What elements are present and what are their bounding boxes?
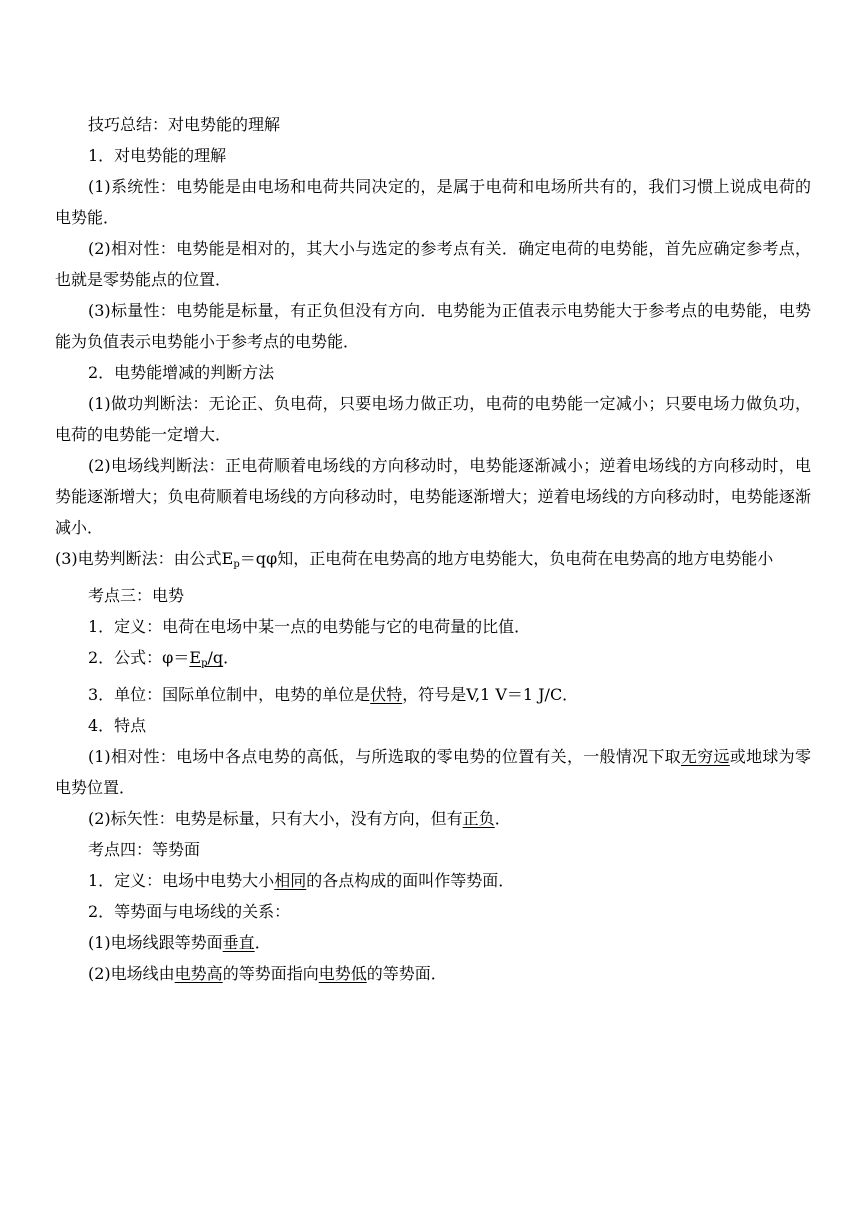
kp4-relation-perpendicular: (1)电场线跟等势面垂直． [88,933,271,952]
paragraph-work-method: (1)做功判断法：无论正、负电荷，只要电场力做正功，电荷的电势能一定减小；只要电场力做负功，电荷的电势能一定增大． [55,394,811,444]
subheading-2: 2．电势能增减的判断方法 [88,363,275,382]
paragraph-systemic: (1)系统性：电势能是由电场和电荷共同决定的，是属于电荷和电场所共有的，我们习惯上说成电荷的电势能． [55,177,811,227]
paragraph-field-line-method: (2)电场线判断法：正电荷顺着电场线的方向移动时，电势能逐渐减小；逆着电场线的方向移动时，电势能逐渐增大；负电荷顺着电场线的方向移动时，电势能逐渐增大；逆着电场线的方向移动时，电势能逐渐减小． [55,456,811,537]
kp3-heading: 考点三：电势 [88,586,185,605]
kp3-feature-relative: (1)相对性：电场中各点电势的高低，与所选取的零电势的位置有关，一般情况下取无穷远或地球为零电势位置． [55,747,811,797]
kp4-definition: 1．定义：电场中电势大小相同的各点构成的面叫作等势面． [88,871,515,890]
kp3-formula: 2．公式：$\varphi=E_p/q$． [88,648,240,669]
document-body [55,109,811,989]
kp3-feature-scalar: (2)标矢性：电势是标量，只有大小，没有方向，但有正负． [88,809,511,828]
tips-heading: 技巧总结：对电势能的理解 [88,115,281,134]
kp3-definition: 1．定义：电荷在电场中某一点的电势能与它的电荷量的比值． [88,617,531,636]
kp4-relation-heading: 2．等势面与电场线的关系： [88,902,291,921]
paragraph-relative: (2)相对性：电势能是相对的，其大小与选定的参考点有关．确定电荷的电势能，首先应确定参考点，也就是零势能点的位置． [55,239,811,289]
kp4-heading: 考点四：等势面 [88,840,201,859]
subheading-1: 1．对电势能的理解 [88,146,227,165]
paragraph-scalar: (3)标量性：电势能是标量，有正负但没有方向．电势能为正值表示电势能大于参考点的电势能，电势能为负值表示电势能小于参考点的电势能． [55,301,811,351]
paragraph-potential-method: (3)电势判断法：由公式$E_p=q\varphi$知，正电荷在电势高的地方电势能大，负电荷在电势高的地方电势能小 [55,549,774,570]
kp3-unit: 3．单位：国际单位制中，电势的单位是伏特，符号是V,1 V＝1 J/C． [88,685,579,704]
kp3-features-heading: 4．特点 [88,716,147,735]
kp4-relation-direction: (2)电场线由电势高的等势面指向电势低的等势面． [88,964,447,983]
